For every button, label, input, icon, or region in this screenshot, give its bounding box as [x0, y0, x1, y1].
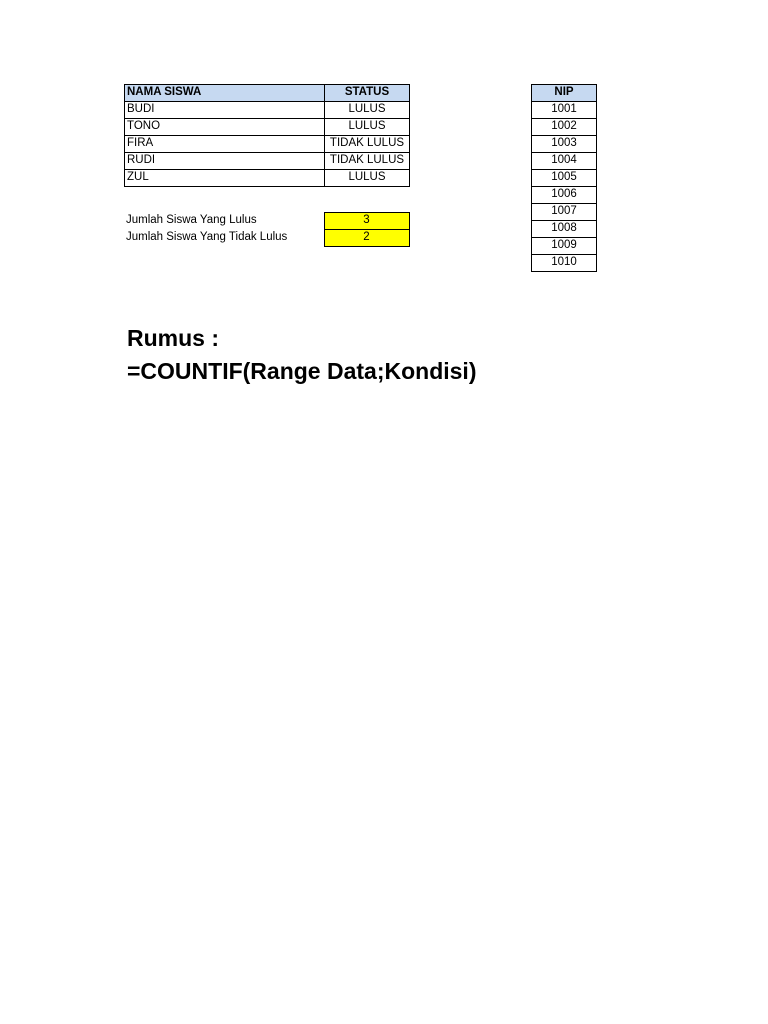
student-status-cell[interactable]: LULUS — [325, 102, 410, 119]
student-name-cell[interactable]: BUDI — [125, 102, 325, 119]
table-row — [532, 153, 597, 170]
nip-table — [531, 84, 597, 272]
table-row — [532, 221, 597, 238]
tidak-lulus-count-label[interactable]: Jumlah Siswa Yang Tidak Lulus — [126, 231, 288, 244]
nip-cell[interactable]: 1008 — [532, 221, 597, 238]
table-row — [125, 170, 410, 187]
student-name-cell[interactable]: TONO — [125, 119, 325, 136]
student-name-cell[interactable]: ZUL — [125, 170, 325, 187]
table-row — [532, 204, 597, 221]
student-status-cell[interactable]: TIDAK LULUS — [325, 153, 410, 170]
students-table — [124, 84, 410, 187]
table-row — [125, 136, 410, 153]
header-status[interactable]: STATUS — [325, 85, 410, 102]
student-status-cell[interactable]: TIDAK LULUS — [325, 136, 410, 153]
table-row — [125, 102, 410, 119]
table-row — [532, 187, 597, 204]
nip-cell[interactable]: 1010 — [532, 255, 597, 272]
student-name-cell[interactable]: FIRA — [125, 136, 325, 153]
table-row — [532, 170, 597, 187]
nip-cell[interactable]: 1006 — [532, 187, 597, 204]
table-row — [532, 102, 597, 119]
table-row — [532, 119, 597, 136]
table-row — [125, 119, 410, 136]
table-row — [125, 153, 410, 170]
nip-cell[interactable]: 1005 — [532, 170, 597, 187]
nip-cell[interactable]: 1009 — [532, 238, 597, 255]
header-nama-siswa[interactable]: NAMA SISWA — [125, 85, 325, 102]
nip-cell[interactable]: 1003 — [532, 136, 597, 153]
table-row — [532, 136, 597, 153]
nip-cell[interactable]: 1001 — [532, 102, 597, 119]
tidak-lulus-count-value[interactable]: 2 — [324, 230, 409, 247]
table-row — [532, 255, 597, 272]
students-header-row — [125, 85, 410, 102]
formula-note — [127, 322, 476, 388]
summary-row-tidak-lulus — [124, 230, 409, 247]
student-name-cell[interactable]: RUDI — [125, 153, 325, 170]
lulus-count-value[interactable]: 3 — [324, 213, 409, 230]
student-status-cell[interactable]: LULUS — [325, 119, 410, 136]
lulus-count-label[interactable]: Jumlah Siswa Yang Lulus — [126, 214, 257, 227]
formula-expression[interactable]: =COUNTIF(Range Data;Kondisi) — [127, 358, 477, 384]
nip-cell[interactable]: 1002 — [532, 119, 597, 136]
summary-table — [124, 212, 410, 247]
summary-row-lulus — [124, 213, 409, 230]
header-nip[interactable]: NIP — [532, 85, 597, 102]
nip-cell[interactable]: 1007 — [532, 204, 597, 221]
nip-header-row — [532, 85, 597, 102]
student-status-cell[interactable]: LULUS — [325, 170, 410, 187]
nip-cell[interactable]: 1004 — [532, 153, 597, 170]
table-row — [532, 238, 597, 255]
formula-title[interactable]: Rumus : — [127, 325, 219, 351]
